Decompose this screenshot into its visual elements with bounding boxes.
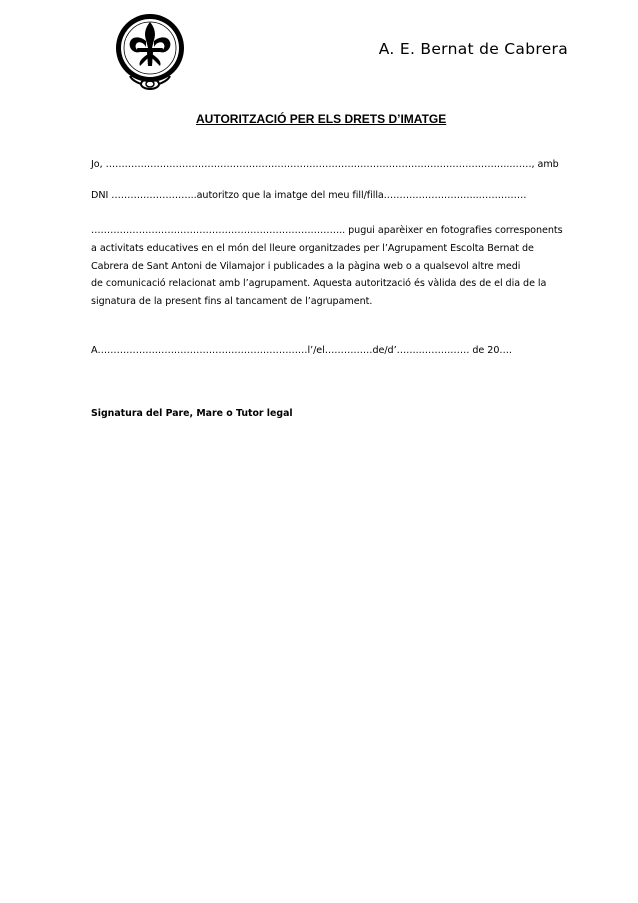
body-line-1: …………………………………………………………………….. pugui aparèixer en fotografies corresponents: [91, 225, 563, 236]
name-line: Jo, ………………………………………………………………………………………………………………..……, amb: [91, 159, 559, 170]
dni-line: DNI ……………………...autoritzo que la imatge del meu fill/filla.………………………..……………: [91, 190, 527, 201]
signature-label: Signatura del Pare, Mare o Tutor legal: [91, 408, 293, 419]
organization-name: A. E. Bernat de Cabrera: [378, 40, 568, 58]
body-line-3: Cabrera de Sant Antoni de Vilamajor i publicades a la pàgina web o a qualsevol altre medi: [91, 261, 521, 272]
place-date-line: A…………………………………………………………l’/el……………de/d’……..…………… de 20….: [91, 345, 512, 356]
fleur-de-lis-scout-emblem-icon: [110, 10, 190, 94]
document-title: AUTORITZACIÓ PER ELS DRETS D’IMATGE: [196, 112, 447, 126]
body-line-4: de comunicació relacionat amb l’agrupament. Aquesta autorització és vàlida des de el dia de la: [91, 278, 547, 289]
body-line-5: signatura de la present fins al tancament de l’agrupament.: [91, 296, 373, 307]
body-line-2: a activitats educatives en el món del lleure organitzades per l’Agrupament Escolta Bernat de: [91, 243, 534, 254]
